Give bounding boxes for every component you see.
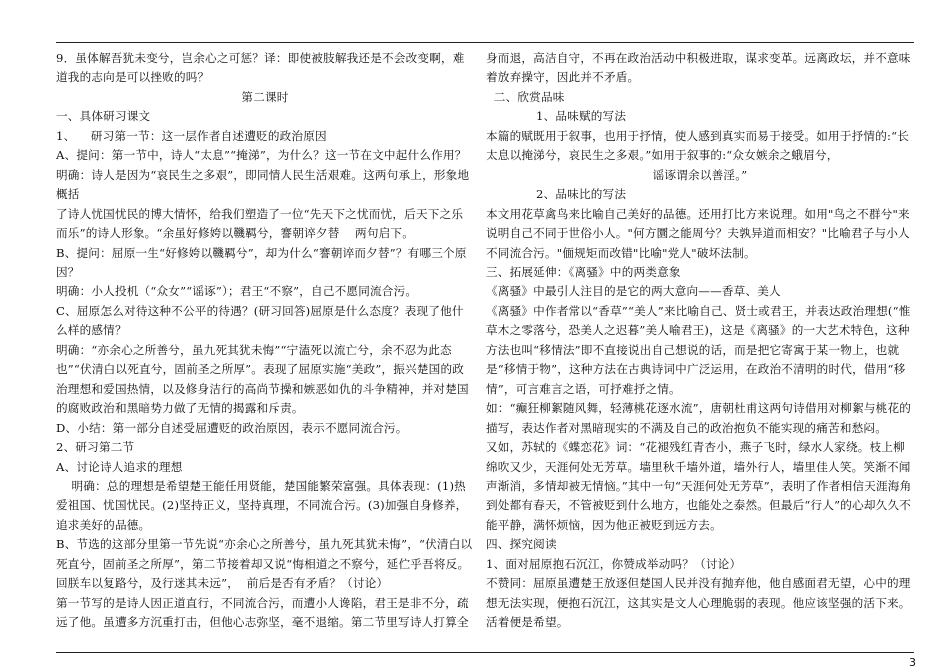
paragraph-imagery-intro: 《离骚》中最引人注目的是它的两大意向——香草、美人: [486, 284, 781, 299]
heading-section-2: 2、研习第二节: [56, 440, 135, 455]
answer-inquiry: 不赞同：屈原虽遭楚王放逐但楚国人民并没有抛弃他，他自感面君无望，心中的理想无法实现，便抱石沉江，这其实是文人心理脆弱的表现。他应该坚强的活下来。活着便是希望。: [486, 576, 911, 630]
question-b: B、提问：屈原一生“好修姱以鞿羁兮”，却为什么“謇朝谇而夕替”？有哪三个原因？: [56, 245, 467, 279]
header-rule: [56, 42, 914, 43]
quote-line: 谣诼谓余以善淫。”: [652, 167, 748, 182]
continued-paragraph: 身而退，高洁自守，不再在政治活动中积极进取，谋求变革。远离政坛，并不意味着放弃操守，因此并不矛盾。: [486, 51, 911, 85]
heading-section-1: 1、 研习第一节：这一层作者自述遭贬的政治原因: [56, 128, 327, 143]
question-a: A、提问：第一节中，诗人“太息”“掩涕”，为什么？这一节在文中起什么作用？: [56, 148, 467, 163]
heading-fu: 1、品味赋的写法: [536, 109, 627, 124]
paragraph-bi: 本文用花草禽鸟来比喻自己美好的品德。还用打比方来说理。如用"鸟之不群兮"来说明自己不同于世俗小人。"何方圜之能周兮？夫孰异道而相安？"比喻君子与小人不同流合污。"偭规矩而改错"比喻"党人"破坏法制。: [486, 206, 910, 260]
question-inquiry: 1、面对屈原抱石沉江，你赞成举动吗？（讨论）: [486, 556, 742, 571]
paragraph-imagery: 《离骚》中作者常以“香草”“美人”来比喻自己、贤士或君王，并表达政治理想(“惟草木之零落兮，恐美人之迟暮”美人喻君王)，这是《离骚》的一大艺术特色，这种方法也叫“移情法”即不直接说出自己想说的话，而是把它寄寓于某一物上，也就是“移情于物”，这种方法在古典诗词中广泛运用，在政治不清明的时代，借用“移情”，可言难言之语，可抒难抒之情。: [486, 303, 911, 396]
section-title: 第二课时: [241, 89, 289, 104]
heading-bi: 2、品味比的写法: [536, 187, 627, 202]
right-column: [486, 49, 914, 633]
summary-d: D、小结：第一部分自述受屈遭贬的政治原因，表示不愿同流合污。: [56, 420, 408, 435]
paragraph-example-du-fu: 如：“癫狂柳絮随风舞，轻薄桃花逐水流”，唐朝杜甫这两句诗借用对柳絮与桃花的描写，表达作者对黑暗现实的不满及自己的政治抱负不能实现的痛苦和愁闷。: [486, 401, 912, 435]
heading-extension: 三、拓展延伸：《离骚》中的两类意象: [486, 264, 681, 279]
discussion-a: A、讨论诗人追求的理想: [56, 459, 183, 474]
answer-a-2: 了诗人忧国忧民的博大情怀，给我们塑造了一位“先天下之忧而忧，后天下之乐而乐”的诗人形象。“余虽好修姱以鞿羁兮，謇朝谇夕替 两句启下。: [56, 206, 464, 241]
answer-ideal: 明确：总的理想是希望楚王能任用贤能，楚国能繁荣富强。具体表现：(1)热爱祖国、忧国忧民。(2)坚持正义，坚持真理，不同流合污。(3)加强自身修养，追求美好的品德。: [56, 478, 468, 532]
paragraph-translation: 9．虽体解吾犹未变兮，岂余心之可惩？译：即使被肢解我还是不会改变啊，难道我的志向是可以挫败的吗？: [56, 51, 465, 85]
paragraph-example-su-shi: 又如，苏轼的《蝶恋花》词：“花褪残红青杏小，燕子飞时，绿水人家绕。枝上柳绵吹又少，天涯何处无芳草。墙里秋千墙外道，墙外行人，墙里佳人笑。笑渐不闻声渐消，多情却被无情恼。”其中一句“天涯何处无芳草”，表明了作者相信天涯海角到处都有春天，不管被贬到什么地方，也能处之泰然。但最后“行人”的心却久久不能平静，满怀烦恼，因为他正被贬到远方去。: [486, 440, 912, 532]
paragraph-fu: 本篇的赋既用于叙事，也用于抒情，使人感到真实而易于接受。如用于抒情的:“长太息以掩涕兮，哀民生之多艰。”如用于叙事的:“众女嫉余之蛾眉兮，: [486, 128, 910, 163]
answer-b: 明确：小人投机（“众女”“谣诼”）；君王“不察”，自己不愿同流合污。: [56, 284, 418, 299]
page-number: 3: [909, 656, 916, 669]
question-contradiction: B、节选的这部分里第一节先说“亦余心之所善兮，虽九死其犹未悔”，“伏清白以死直兮，固前圣之所厚”，第二节接着却又说“悔相道之不察兮，延伫乎吾将反。回朕车以复路兮，及行迷其未远”， 前后是否有矛盾？（讨论）: [56, 537, 473, 591]
answer-a-1: 明确：诗人是因为“哀民生之多艰”，即同情人民生活艰难。这两句承上，形象地概括: [56, 167, 470, 202]
answer-contradiction: 第一节写的是诗人因正道直行，不同流合污，而遭小人谗陷，君王是非不分，疏远了他。虽遭多方沉重打击，但他心志弥坚，毫不退缩。第二节里写诗人打算全: [56, 595, 469, 630]
footer-rule: [56, 652, 914, 653]
answer-c: 明确：“亦余心之所善兮，虽九死其犹未悔”“宁溘死以流亡兮，余不忍为此态也”“伏清白以死直兮，固前圣之所厚”。表现了屈原实施“美政”，振兴楚国的政治理想和爱国热情，以及修身洁行的高尚节操和嫉恶如仇的斗争精神，并对楚国的腐败政治和黑暗势力做了无情的揭露和斥责。: [56, 342, 469, 416]
left-column: [56, 49, 474, 633]
heading-study: 一、具体研习课文: [56, 109, 151, 124]
heading-inquiry: 四、探究阅读: [486, 537, 557, 552]
heading-appreciation: 二、欣赏品味: [486, 89, 565, 104]
question-c: C、屈原怎么对待这种不公平的待遇？(研习回答)屈原是什么态度？表现了他什么样的感情？: [56, 303, 464, 338]
